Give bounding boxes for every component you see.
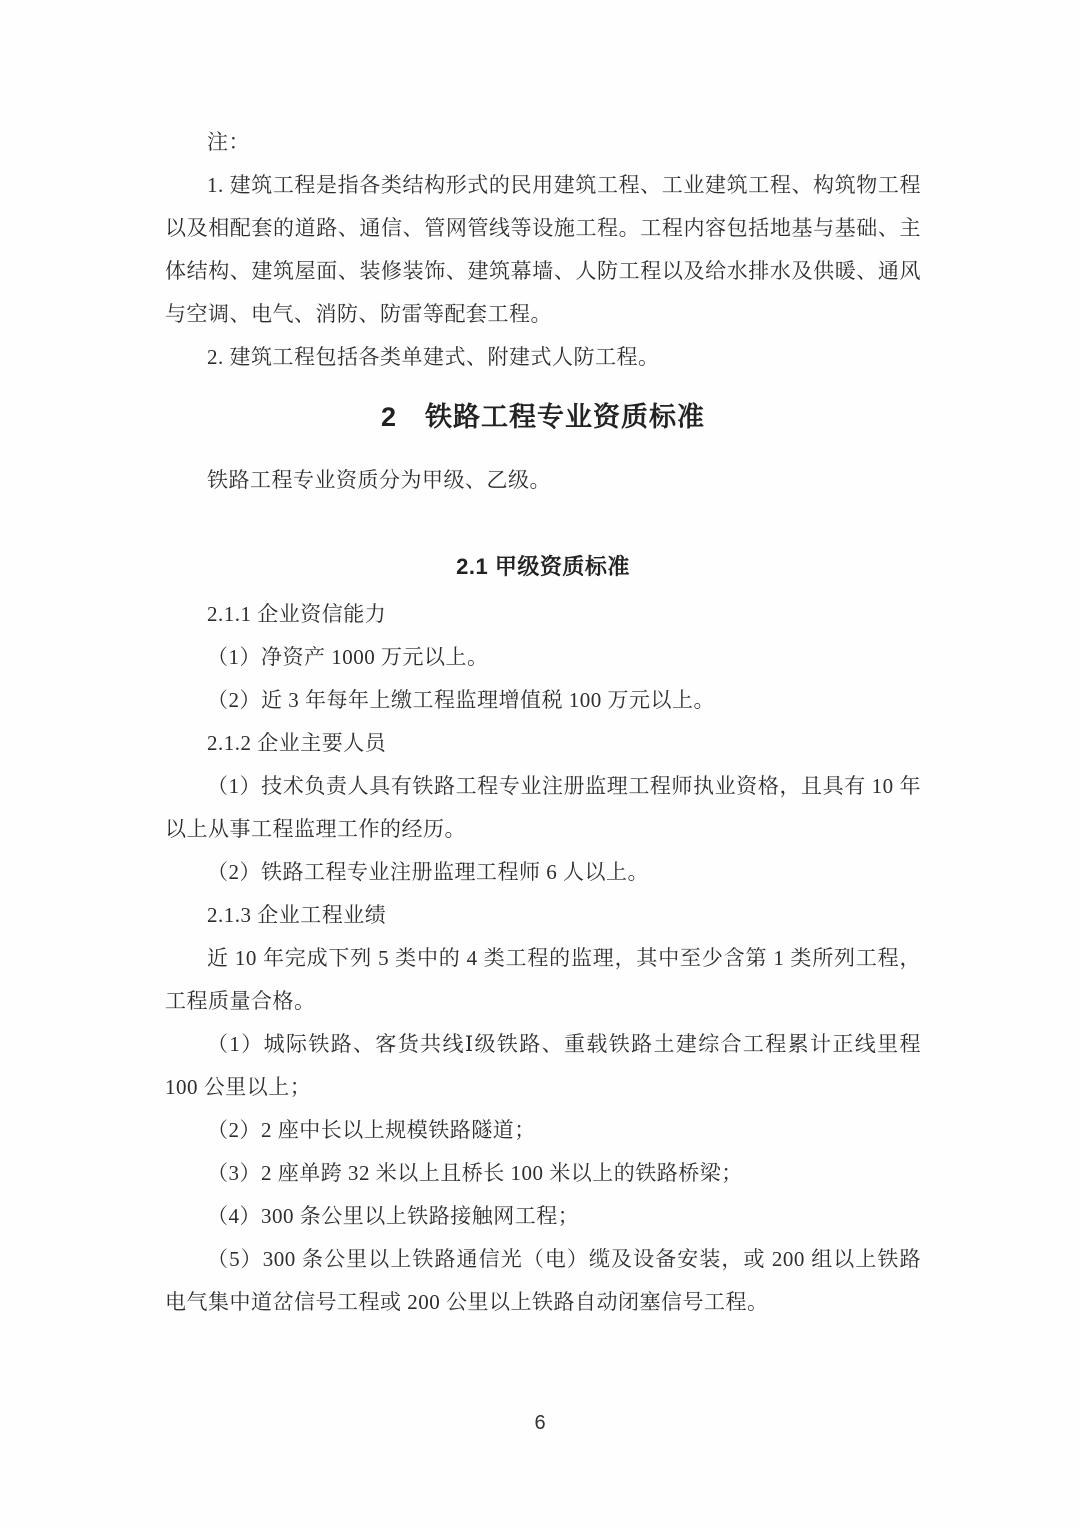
chapter-intro: 铁路工程专业资质分为甲级、乙级。	[207, 468, 551, 492]
document-body	[165, 121, 921, 1324]
subsection-211-item-1: （1）净资产 1000 万元以上。	[207, 645, 489, 669]
chapter-title: 2 铁路工程专业资质标准	[380, 402, 705, 432]
page-number: 6	[534, 1412, 546, 1434]
note-item-1: 1. 建筑工程是指各类结构形式的民用建筑工程、工业建筑工程、构筑物工程以及相配套的道路、通信、管网管线等设施工程。工程内容包括地基与基础、主体结构、建筑屋面、装修装饰、建筑幕墙、人防工程以及给水排水及供暖、通风与空调、电气、消防、防雷等配套工程。	[165, 173, 921, 326]
subsection-213-item-5: （5）300 条公里以上铁路通信光（电）缆及设备安装，或 200 组以上铁路电气集中道岔信号工程或 200 公里以上铁路自动闭塞信号工程。	[165, 1247, 921, 1314]
subsection-213-item-2: （2）2 座中长以上规模铁路隧道；	[207, 1118, 536, 1142]
subsection-213-item-4: （4）300 条公里以上铁路接触网工程；	[207, 1204, 580, 1228]
subsection-212-item-2: （2）铁路工程专业注册监理工程师 6 人以上。	[207, 860, 649, 884]
subsection-213-item-3: （3）2 座单跨 32 米以上且桥长 100 米以上的铁路桥梁；	[207, 1161, 743, 1185]
subsection-213-item-1: （1）城际铁路、客货共线Ⅰ级铁路、重载铁路土建综合工程累计正线里程 100 公里以上；	[165, 1032, 921, 1099]
subsection-211-item-2: （2）近 3 年每年上缴工程监理增值税 100 万元以上。	[207, 688, 715, 712]
note-label: 注：	[207, 130, 250, 154]
section-title: 2.1 甲级资质标准	[456, 554, 630, 579]
subsection-211-title: 2.1.1 企业资信能力	[207, 602, 387, 626]
subsection-213-title: 2.1.3 企业工程业绩	[207, 903, 387, 927]
subsection-213-intro: 近 10 年完成下列 5 类中的 4 类工程的监理，其中至少含第 1 类所列工程，工程质量合格。	[165, 946, 921, 1013]
subsection-212-title: 2.1.2 企业主要人员	[207, 731, 387, 755]
subsection-212-item-1: （1）技术负责人具有铁路工程专业注册监理工程师执业资格，且具有 10 年以上从事工程监理工作的经历。	[165, 774, 921, 841]
note-item-2: 2. 建筑工程包括各类单建式、附建式人防工程。	[207, 345, 660, 369]
